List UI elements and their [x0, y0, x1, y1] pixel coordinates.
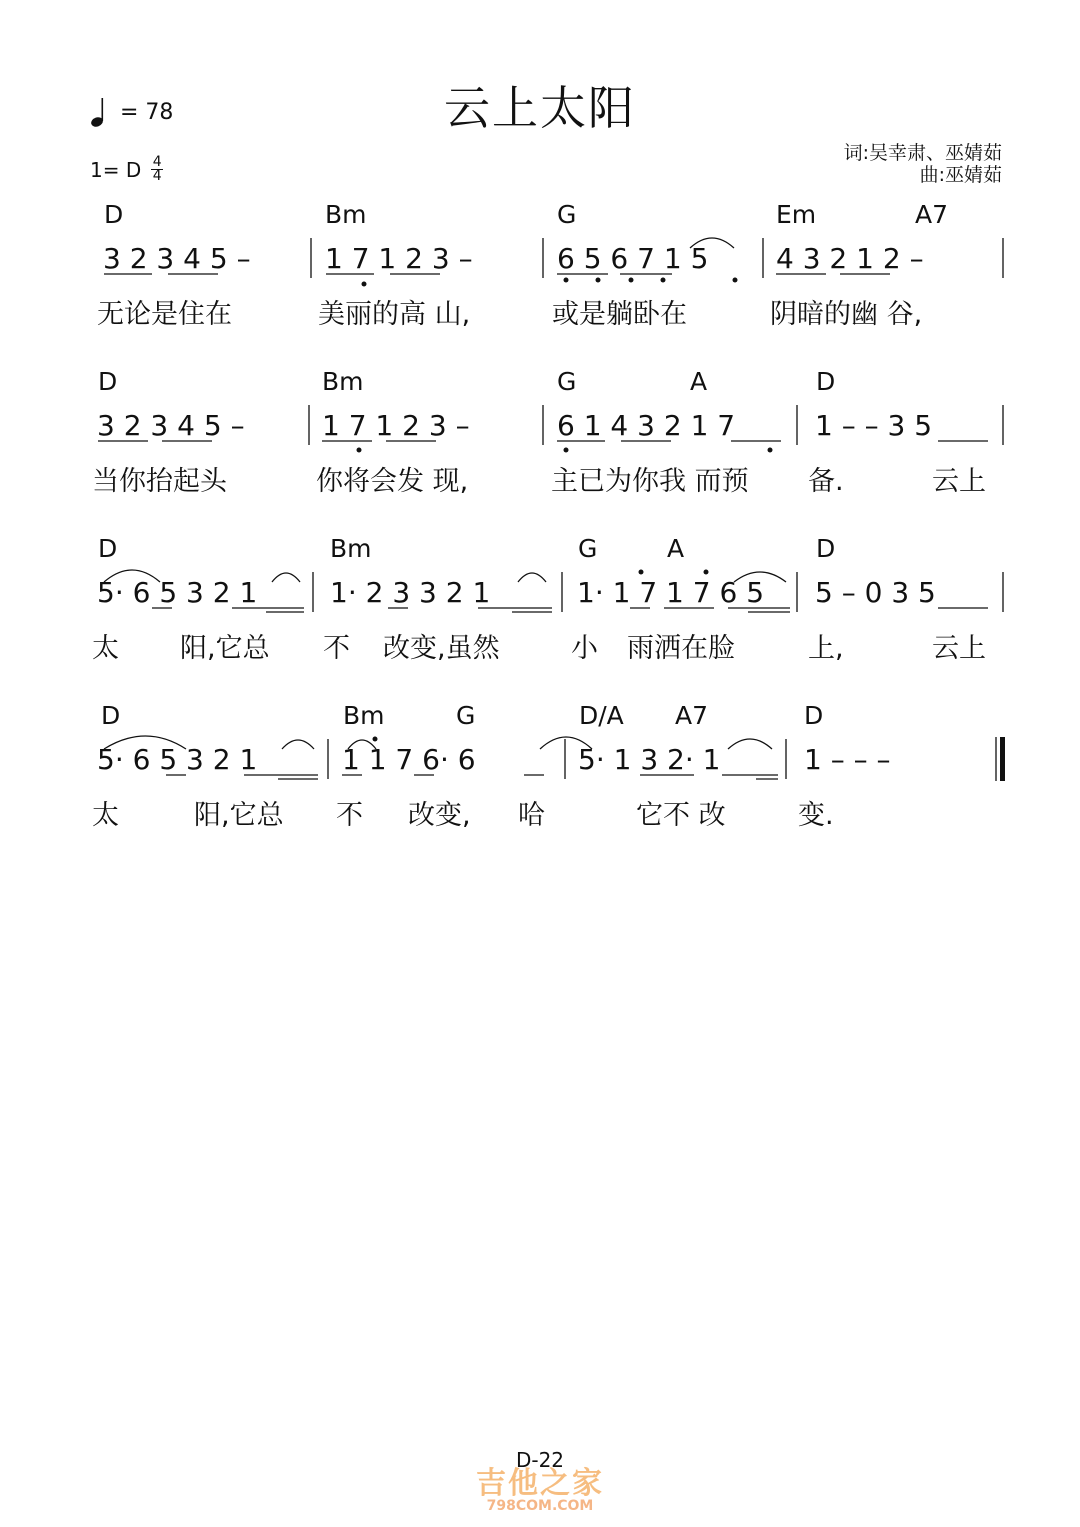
- chord: A: [667, 534, 685, 563]
- lyric: 你将会发 现,: [316, 466, 469, 497]
- measure-notes: 5· 1 3 2· 1: [578, 743, 721, 776]
- lyric: 无论是住在: [97, 299, 232, 330]
- lyricist: 词:吴幸肃、巫婧茹: [843, 142, 1002, 164]
- chord: D: [104, 200, 124, 229]
- measure-notes: 1· 1 7 1 7 6 5: [577, 576, 765, 609]
- chord: G: [456, 701, 476, 730]
- watermark-site: 798COM.COM: [486, 1498, 594, 1514]
- lyric: 变.: [798, 800, 834, 831]
- lyric: 哈: [518, 800, 545, 831]
- measure-notes: 4 3 2 1 2 –: [776, 242, 924, 275]
- lyric: 太: [92, 633, 119, 664]
- lyric: 或是躺卧在: [552, 299, 687, 330]
- chord: A7: [675, 701, 709, 730]
- lyric: 改变,虽然: [383, 633, 500, 664]
- staff-row-1: [0, 200, 1080, 350]
- chord: G: [578, 534, 598, 563]
- measure-notes: 6 5 6 7 1 5: [557, 242, 709, 275]
- lyric: 不: [323, 633, 350, 664]
- composer: 曲:巫婧茹: [919, 164, 1002, 186]
- chord: G: [557, 200, 577, 229]
- lyric: 云上: [932, 633, 986, 664]
- chord: A: [690, 367, 708, 396]
- lyric: 主已为你我 而预: [551, 466, 749, 497]
- watermark-name: 吉他之家: [476, 1466, 604, 1501]
- chord: D: [816, 367, 836, 396]
- staff-row-2: [0, 367, 1080, 517]
- credits: [844, 142, 1002, 186]
- measure-notes: 1 1 7 6· 6: [342, 743, 476, 776]
- measure-notes: 5· 6 5 3 2 1: [97, 576, 258, 609]
- chord: D: [804, 701, 824, 730]
- chord: Bm: [322, 367, 364, 396]
- chord: Bm: [325, 200, 367, 229]
- song-title: 云上太阳: [444, 81, 636, 135]
- chord: D: [98, 534, 118, 563]
- barlines: [0, 534, 1080, 684]
- chord: Bm: [343, 701, 385, 730]
- lyric: 阳,它总: [180, 633, 270, 664]
- measure-notes: 6 1 4 3 2 1 7: [557, 409, 736, 442]
- lyric: 上,: [808, 633, 844, 664]
- lyric: 备.: [808, 466, 844, 497]
- measure-notes: 1 – – 3 5: [815, 409, 933, 442]
- quarter-note-icon: [90, 96, 106, 128]
- staff-row-3: [0, 534, 1080, 684]
- measure-notes: 1 7 1 2 3 –: [325, 242, 473, 275]
- chord: Em: [776, 200, 817, 229]
- chord: D: [816, 534, 836, 563]
- measure-notes: 5· 6 5 3 2 1: [97, 743, 258, 776]
- tempo-marking: [90, 96, 173, 128]
- staff-row-4: [0, 701, 1080, 851]
- lyric: 它不 改: [636, 800, 726, 831]
- lyric: 不: [336, 800, 363, 831]
- measure-notes: 1· 2 3 3 2 1: [330, 576, 491, 609]
- chord: D: [101, 701, 121, 730]
- key-text: 1= D: [90, 157, 142, 182]
- chord: G: [557, 367, 577, 396]
- lyric: 美丽的高 山,: [318, 299, 471, 330]
- lyric: 当你抬起头: [92, 466, 227, 497]
- chord: D/A: [579, 701, 624, 730]
- measure-notes: 3 2 3 4 5 –: [103, 242, 251, 275]
- key-signature: [90, 156, 163, 183]
- chord: Bm: [330, 534, 372, 563]
- lyric: 阳,它总: [194, 800, 284, 831]
- page-number: D-22: [515, 1448, 565, 1472]
- lyric: 改变,: [408, 800, 471, 831]
- measure-notes: 1 – – –: [804, 743, 891, 776]
- lyric: 雨洒在脸: [627, 633, 735, 664]
- chord: D: [98, 367, 118, 396]
- measure-notes: 5 – 0 3 5: [815, 576, 936, 609]
- lyric: 阴暗的幽 谷,: [770, 299, 923, 330]
- measure-notes: 1 7 1 2 3 –: [322, 409, 470, 442]
- watermark: [0, 1458, 1080, 1514]
- lyric: 云上: [932, 466, 986, 497]
- tempo-value: = 78: [120, 99, 174, 125]
- lyric: 太: [92, 800, 119, 831]
- time-signature: 4 4: [152, 154, 162, 184]
- lyric: 小: [571, 633, 598, 664]
- chord: A7: [915, 200, 949, 229]
- measure-notes: 3 2 3 4 5 –: [97, 409, 245, 442]
